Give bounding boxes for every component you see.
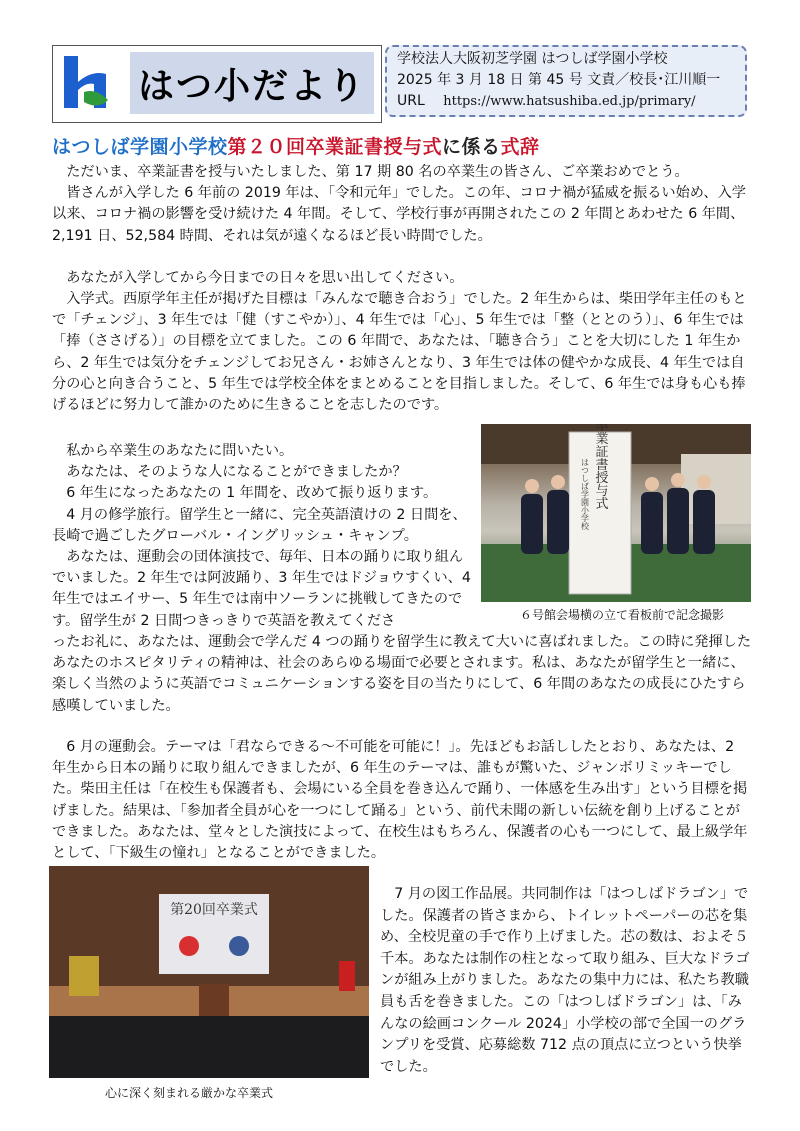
headline-event: 第２０回卒業証書授与式 <box>227 136 443 158</box>
issue-line: 2025 年 3 月 18 日 第 45 号 文責／校長･江川順一 <box>397 72 721 88</box>
school-name: 学校法人大阪初芝学園 はつしば学園小学校 <box>397 51 668 67</box>
paragraph: 7 月の図工作品展。共同制作は「はつしばドラゴン」でした。保護者の皆さまから、トイレットペーパーの芯を集め、全校児童の手で作り上げました。芯の数は、およそ５千本。あなたは制作の柱となって取り組み、巨大なドラゴンが組み上がりました。あなたの集中力には、私たち教職員も舌を巻きました。この「はつしばドラゴン」は、「みんなの絵画コンクール 2024」小学校の部で全国一のグランプリを受賞、応募総数 712 点の頂点に立つという快挙でした。 <box>380 886 750 1075</box>
body-sports <box>52 737 752 864</box>
banner-text: 第20回卒業式 <box>170 902 258 918</box>
article-headline <box>52 132 540 159</box>
paragraph: 4 月の修学旅行。留学生と一緒に、完全英語漬けの 2 日間を、長崎で過ごしたグローバル・イングリッシュ・キャンプ。 <box>52 506 467 544</box>
url-label: URL <box>397 93 425 109</box>
body-mid <box>52 441 472 632</box>
body-continuation <box>52 632 752 717</box>
paragraph: あなたは、運動会の団体演技で、毎年、日本の踊りに取り組んでいました。2 年生では阿波踊り、3 年生ではドジョウすくい、4 年生ではエイサー、5 年生では南中ソーランに挑戦してきたのです。留学生が 2 日間つきっきりで英語を教えてくださ <box>52 549 471 629</box>
headline-connector: に係る <box>442 136 501 158</box>
headline-school: はつしば学園小学校 <box>52 136 228 158</box>
paragraph: あなたは、そのような人になることができましたか？ <box>66 464 407 481</box>
photo1-caption: ６号館会場横の立て看板前で記念撮影 <box>520 608 725 622</box>
paragraph: 私から卒業生のあなたに問いたい。 <box>66 443 294 459</box>
paragraph: ったお礼に、あなたは、運動会で学んだ 4 つの踊りを留学生に教えて大いに喜ばれました。この時に発揮したあなたのホスピタリティの精神は、社会のあらゆる場面で必要とされます。私は、あなたが留学生と一緒に、楽しく当然のように英語でコミュニケーションする姿を目の当たりにして、6 年間のあなたの成長にひたすら感嘆していました。 <box>52 634 752 714</box>
issue-info-box <box>385 45 747 117</box>
sign-text-1: 卒業証書授与式 <box>592 424 608 510</box>
photo-commemorative <box>481 424 751 602</box>
newsletter-title: はつ小だより <box>130 52 374 114</box>
url-line <box>397 91 737 112</box>
paragraph: 6 年生になったあなたの 1 年間を、改めて振り返ります。 <box>66 485 438 502</box>
paragraph: 入学式。西原学年主任が掲げた目標は「みんなで聴き合おう」でした。2 年生からは、柴田学年主任のもとで「チェンジ」、3 年生では「健（すこやか）」、4 年生では「心」、5 年生では「整（ととのう）」、6 年生では「捧（ささげる）」の目標を立てました。この 6 年間で、あなたは、「聴き合う」ことを大切にした 1 年生から、2 年生では気分をチェンジしてお兄さん・お姉さんとなり、3 年生では体の健やかな成長、4 年生では自分の心と向き合うこと、5 年生では学校全体をまとめることを目指しました。そして、6 年生では身も心も捧げるほどに努力して誰かのために生きることを志したのです。 <box>52 291 747 414</box>
headline-speech: 式辞 <box>500 136 540 158</box>
body-top <box>52 162 752 416</box>
school-logo <box>62 52 124 114</box>
paragraph: ただいま、卒業証書を授与いたしました、第 17 期 80 名の卒業生の皆さん、ご卒業おめでとう。 <box>66 164 689 180</box>
body-art <box>380 884 752 1078</box>
paragraph: 皆さんが入学した 6 年前の 2019 年は、「令和元年」でした。この年、コロナ禍が猛威を振るい始め、入学以来、コロナ禍の影響を受け続けた 4 年間。そして、学校行事が再開されたこの 2 年間とあわせた 6 年間、2,191 日、52,584 時間、それは気が遠くなるほど長い時間でした。 <box>52 185 746 244</box>
photo2-caption: 心に深く刻まれる厳かな卒業式 <box>105 1086 274 1100</box>
url-link[interactable]: https://www.hatsushiba.ed.jp/primary/ <box>443 94 696 109</box>
paragraph: あなたが入学してから今日までの日々を思い出してください。 <box>66 269 464 286</box>
paragraph: 6 月の運動会。テーマは「君ならできる～不可能を可能に！」。先ほどもお話ししたとおり、あなたは、2 年生から日本の踊りに取り組んできましたが、6 年生のテーマは、誰もが驚いた、ジャンボリミッキーでした。柴田主任は「在校生も保護者も、会場にいる全員を巻き込んで踊り、一体感を生み出す」という目標を掲げました。結果は、「参加者全員が心を一つにして踊る」という、前代未聞の新しい伝統を創り上げることができました。あなたは、堂々とした演技によって、在校生はもちろん、保護者の心も一つにして、最上級学年として、「下級生の憧れ」となることができました。 <box>52 739 748 862</box>
sign-text-2: はつしば学園小学校 <box>580 458 590 530</box>
photo-ceremony <box>49 866 369 1078</box>
